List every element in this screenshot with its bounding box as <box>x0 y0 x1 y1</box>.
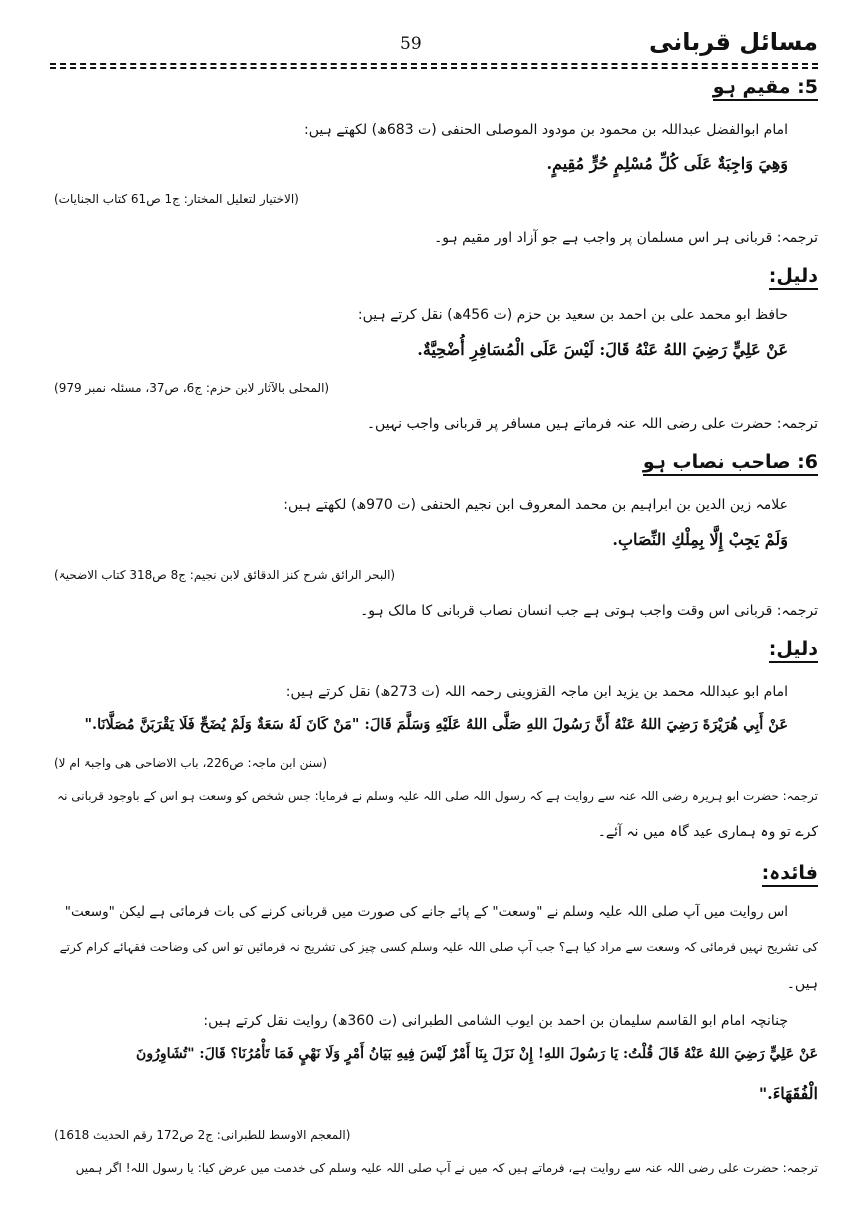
muqeem-intro: امام ابوالفضل عبداللہ بن محمود بن مودود الموصلی الحنفی (ت 683ھ) لکھتے ہیں: <box>304 122 788 138</box>
faida-translation: ترجمہ: حضرت علی رضی اللہ عنہ سے روایت ہے، فرماتے ہیں کہ میں نے آپ صلی اللہ علیہ وسلم کی خدمت میں عرض کیا: یا رسول اللہ! اگر ہمیں <box>75 1161 818 1175</box>
faida-arabic-line-1: عَنْ عَلِيٍّ رَضِيَ اللهُ عَنْهُ قَالَ قُلْتُ: يَا رَسُولَ اللهِ! إِنْ نَزَلَ بِنَا أَمْرٌ لَيْسَ فِيهِ بَيَانُ أَمْرٍ وَلَا نَهْيٍ فَمَا تَأْمُرُنَا؟ قَالَ: "تُشَاوِرُونَ <box>136 1046 818 1062</box>
heading-muqeem: 5: مقیم ہو <box>713 76 818 101</box>
muqeem-reference: (الاختیار لتعلیل المختار: ج1 ص61 کتاب الجنایات) <box>54 192 299 206</box>
nisab-intro: علامہ زین الدین بن ابراہیم بن محمد المعروف ابن نجیم الحنفی (ت 970ھ) لکھتے ہیں: <box>283 497 788 513</box>
faida-para-line-2: کی تشریح نہیں فرمائی کہ وسعت سے مراد کیا ہے؟ جب آپ صلی اللہ علیہ وسلم کسی چیز کی تشریح نہ فرمائیں تو اس کی وضاحت فقہائے کرام کرتے <box>59 940 818 954</box>
faida-arabic-line-2: الْفُقَهَاءَ." <box>758 1084 818 1103</box>
nisab-translation: ترجمہ: قربانی اس وقت واجب ہوتی ہے جب انسان نصاب قربانی کا مالک ہو۔ <box>360 603 818 619</box>
book-title: مسائل قربانی <box>648 28 818 56</box>
daleel2-reference: (سنن ابن ماجہ: ص226، باب الاضاحی ھی واجبۃ ام لا) <box>54 756 328 770</box>
heading-daleel-1: دلیل: <box>769 265 818 290</box>
nisab-reference: (البحر الرائق شرح کنز الدقائق لابن نجیم: ج8 ص318 کتاب الاضحیۃ) <box>54 568 396 582</box>
daleel1-reference: (المحلی بالآثار لابن حزم: ج6، ص37، مسئلہ نمبر 979) <box>54 381 330 395</box>
faida-reference: (المعجم الاوسط للطبرانی: ج2 ص172 رقم الحدیث 1618) <box>54 1128 351 1142</box>
daleel2-translation-line-2: کرے تو وہ ہماری عید گاہ میں نہ آئے۔ <box>597 824 818 840</box>
heading-nisab: 6: صاحب نصاب ہو <box>643 451 818 476</box>
header-divider <box>50 63 818 65</box>
nisab-arabic: وَلَمْ يَجِبْ إِلَّا بِمِلْكِ النِّصَابِ. <box>612 530 788 549</box>
heading-faida: فائدہ: <box>762 862 818 887</box>
muqeem-translation: ترجمہ: قربانی ہر اس مسلمان پر واجب ہے جو آزاد اور مقیم ہو۔ <box>434 230 818 246</box>
page-number: 59 <box>400 34 422 54</box>
daleel2-translation-line-1: ترجمہ: حضرت ابو ہریرہ رضی اللہ عنہ سے روایت ہے کہ رسول اللہ صلی اللہ علیہ وسلم نے فرمایا: جس شخص کو وسعت ہو اس کے باوجود قربانی نہ <box>57 789 818 803</box>
daleel1-translation: ترجمہ: حضرت علی رضی اللہ عنہ فرماتے ہیں مسافر پر قربانی واجب نہیں۔ <box>366 416 818 432</box>
faida-para-line-1: اس روایت میں آپ صلی اللہ علیہ وسلم نے "وسعت" کے پائے جانے کی صورت میں قربانی کرنے کی بات فرمائی ہے لیکن "وسعت" <box>64 904 788 920</box>
daleel1-intro: حافظ ابو محمد علی بن احمد بن سعید بن حزم (ت 456ھ) نقل کرتے ہیں: <box>357 307 788 323</box>
daleel2-intro: امام ابو عبداللہ محمد بن یزید ابن ماجہ القزوینی رحمہ اللہ (ت 273ھ) نقل کرتے ہیں: <box>285 684 788 700</box>
heading-daleel-2: دلیل: <box>769 638 818 663</box>
header-divider-secondary <box>50 67 818 69</box>
muqeem-arabic: وَهِيَ وَاجِبَةٌ عَلَى كُلِّ مُسْلِمٍ حُرٍّ مُقِيمٍ. <box>546 154 788 173</box>
faida-para-line-3: ہیں۔ <box>786 976 818 992</box>
daleel2-arabic: عَنْ أَبِي هُرَيْرَةَ رَضِيَ اللهُ عَنْهُ أَنَّ رَسُولَ اللهِ صَلَّى اللهُ عَلَيْهِ وَسَلَّمَ قَالَ: "مَنْ كَانَ لَهُ سَعَةٌ وَلَمْ يُضَحِّ فَلَا يَقْرَبَنَّ مُصَلَّانَا." <box>84 716 788 733</box>
daleel1-arabic: عَنْ عَلِيٍّ رَضِيَ اللهُ عَنْهُ قَالَ: لَيْسَ عَلَى الْمُسَافِرِ أُضْحِيَّةٌ. <box>417 340 788 359</box>
faida-intro: چنانچہ امام ابو القاسم سلیمان بن احمد بن ایوب الشامی الطبرانی (ت 360ھ) روایت نقل کرتے ہیں: <box>203 1013 788 1029</box>
